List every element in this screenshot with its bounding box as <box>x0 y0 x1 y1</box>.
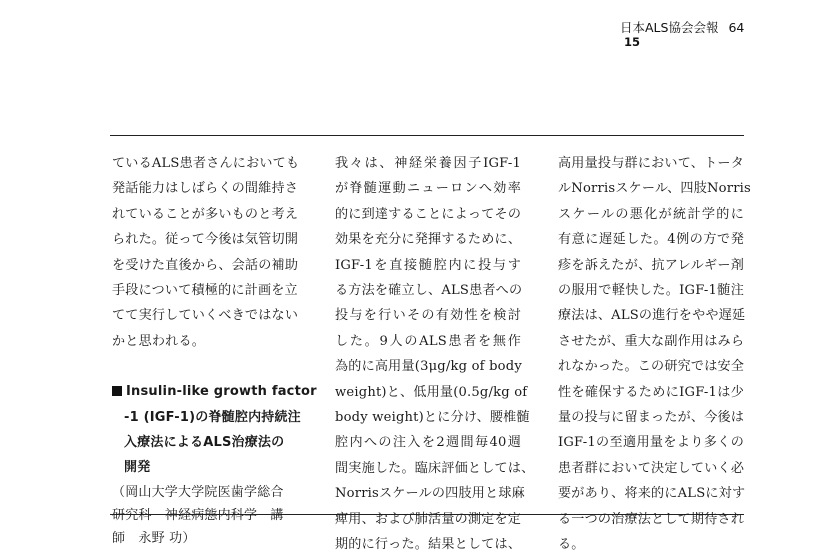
column-3 <box>558 151 751 558</box>
text-line: body weight)とに分け、腰椎髄 <box>335 410 530 426</box>
text-line: ているALS患者さんにおいても <box>112 156 300 171</box>
column-1-body <box>112 151 298 354</box>
text-line: る方法を確立し、ALS患者への <box>335 283 523 299</box>
text-line: が脊髄運動ニューロンへ効率 <box>335 181 521 197</box>
text-line: 要があり、将来的にALSに対す <box>558 486 746 502</box>
section-title-line <box>112 379 317 404</box>
journal-header-line <box>620 20 820 35</box>
text-line: れていることが多いものと考え <box>112 206 299 222</box>
affiliation-line: 研究科 神経病態内科学 講 <box>112 507 284 523</box>
text-line: れなかった。この研究では安全 <box>558 359 745 375</box>
top-rule <box>110 135 744 136</box>
page-number: 15 <box>624 35 641 49</box>
text-line: 効果を充分に発揮するために、 <box>335 232 522 248</box>
text-line: る一つの治療法として期待され <box>558 511 745 527</box>
section-title-line: 入療法によるALS治療法の <box>124 435 285 451</box>
text-line: 痺用、および肺活量の測定を定 <box>335 511 522 527</box>
text-line: 腔内への注入を2週間毎40週 <box>335 435 521 451</box>
text-line: Norrisスケールの四肢用と球麻 <box>335 486 525 502</box>
text-line: IGF-1の至適用量をより多くの <box>558 435 744 451</box>
affiliation-line: （岡山大学大学院医歯学総合 <box>112 484 284 500</box>
text-line: を受けた直後から、会話の補助 <box>112 257 299 273</box>
text-line: 患者群において決定していく必 <box>558 460 745 476</box>
text-line: の服用で軽快した。IGF-1髄注 <box>558 283 744 299</box>
text-line: 量の投与に留まったが、今後は <box>558 410 745 426</box>
text-line: かと思われる。 <box>112 333 206 349</box>
text-line: スケールの悪化が統計学的に <box>558 206 744 222</box>
text-line: させたが、重大な副作用はみら <box>558 333 745 349</box>
text-line: る。 <box>558 537 585 553</box>
text-line: ルNorrisスケール、四肢Norris <box>558 181 751 197</box>
running-header <box>620 20 820 50</box>
text-line: 性を確保するためにIGF-1は少 <box>558 384 744 400</box>
text-line: 高用量投与群において、トータ <box>558 156 744 171</box>
text-line: 疹を訴えたが、抗アレルギー剤 <box>558 257 744 273</box>
text-line: 的に到達することによってその <box>335 206 522 222</box>
text-line: 療法は、ALSの進行をやや遅延 <box>558 308 746 324</box>
text-line: 発話能力はしばらくの間維持さ <box>112 181 299 197</box>
text-line: 有意に遅延した。4例の方で発 <box>558 232 744 248</box>
text-line: られた。従って今後は気管切開 <box>112 232 299 248</box>
text-line: 期的に行った。結果としては、 <box>335 537 522 553</box>
section-title <box>112 379 317 481</box>
text-line: 手段について積極的に計画を立 <box>112 283 298 299</box>
journal-title: 日本ALS協会会報 <box>620 20 719 35</box>
text-line: てて実行していくべきではない <box>112 308 299 324</box>
text-line: IGF-1を直接髄腔内に投与す <box>335 257 521 273</box>
section-block <box>112 379 317 550</box>
affiliation-line: 師 永野 功） <box>112 530 196 546</box>
text-line: 為的に高用量(3μg/kg of body <box>335 359 522 375</box>
column-1 <box>112 151 317 550</box>
text-line: 投与を行いその有効性を検討 <box>335 308 521 324</box>
issue-number: 64 <box>728 20 745 35</box>
text-line: した。9人のALS患者を無作 <box>335 333 521 349</box>
column-2 <box>335 151 535 558</box>
section-title-text: Insulin-like growth factor <box>126 384 317 400</box>
text-line: 我々は、神経栄養因子IGF-1 <box>335 156 521 171</box>
square-bullet-icon <box>112 386 122 396</box>
section-title-line: 開発 <box>124 460 151 476</box>
text-line: weight)と、低用量(0.5g/kg of <box>335 384 528 400</box>
text-line: 間実施した。臨床評価としては、 <box>335 460 535 476</box>
section-title-line: -1 (IGF-1)の脊髄腔内持続注 <box>124 409 301 425</box>
